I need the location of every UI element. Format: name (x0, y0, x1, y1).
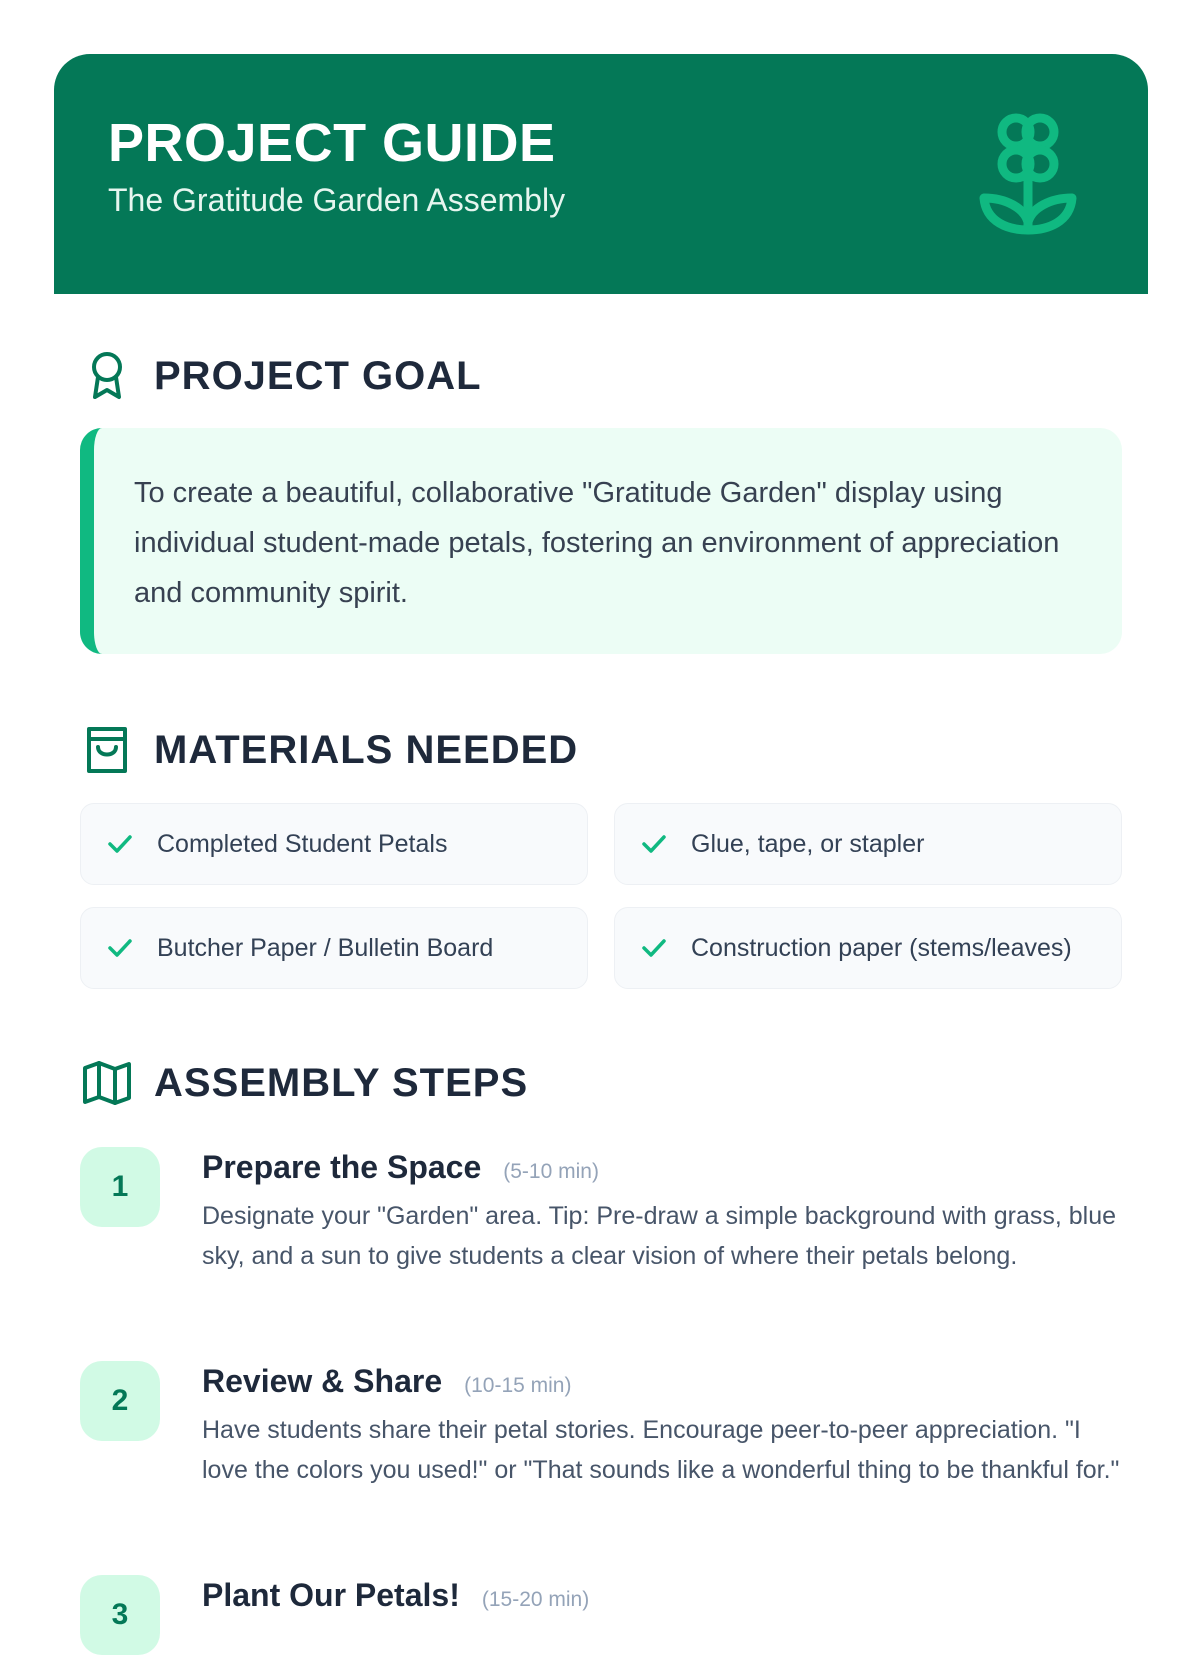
step-body (202, 1577, 1132, 1624)
steps-heading: ASSEMBLY STEPS (154, 1061, 529, 1105)
header-banner (54, 54, 1148, 294)
material-label: Glue, tape, or stapler (691, 829, 925, 858)
step-number-badge: 2 (80, 1361, 160, 1441)
step-title-row (202, 1363, 1132, 1400)
page-subtitle: The Gratitude Garden Assembly (108, 182, 566, 218)
goal-callout (80, 428, 1122, 654)
step-description: Have students share their petal stories. Encourage peer-to-peer appreciation. "I love the colors you used!" or "That sounds like a wonderful thing to be thankful for." (202, 1416, 1120, 1484)
goal-section-header (82, 351, 482, 401)
material-item (80, 907, 588, 989)
award-ribbon-icon (82, 351, 132, 401)
check-icon (639, 933, 669, 963)
step-title-row (202, 1577, 1132, 1614)
step-title: Plant Our Petals! (202, 1577, 460, 1613)
step-title-row (202, 1149, 1132, 1186)
shopping-bag-icon (82, 725, 132, 775)
step-body (202, 1149, 1132, 1276)
step-number-badge: 3 (80, 1575, 160, 1655)
step-description: Designate your "Garden" area. Tip: Pre-draw a simple background with grass, blue sky, and a sun to give students a clear vision of where their petals belong. (202, 1202, 1117, 1270)
step-duration: (10-15 min) (464, 1374, 572, 1397)
step-duration: (5-10 min) (503, 1160, 599, 1183)
step-duration: (15-20 min) (481, 1588, 590, 1611)
goal-text: To create a beautiful, collaborative "Gratitude Garden" display using individual student-made petals, fostering an environment of appreciation and community spirit. (134, 477, 1060, 609)
material-label: Construction paper (stems/leaves) (691, 933, 1072, 962)
flower-icon (978, 110, 1078, 240)
check-icon (105, 933, 135, 963)
goal-heading: PROJECT GOAL (154, 354, 482, 398)
step-number-badge: 1 (80, 1147, 160, 1227)
map-icon (82, 1058, 132, 1108)
material-item (80, 803, 588, 885)
materials-section-header (82, 725, 578, 775)
check-icon (105, 829, 135, 859)
material-label: Completed Student Petals (157, 829, 448, 858)
check-icon (639, 829, 669, 859)
material-item (614, 803, 1122, 885)
material-item (614, 907, 1122, 989)
step-title: Prepare the Space (202, 1149, 482, 1185)
material-label: Butcher Paper / Bulletin Board (157, 933, 494, 962)
page-title: PROJECT GUIDE (108, 113, 556, 173)
step-body (202, 1363, 1132, 1490)
materials-grid (80, 803, 1122, 989)
materials-heading: MATERIALS NEEDED (154, 728, 579, 772)
steps-section-header (82, 1058, 528, 1108)
step-title: Review & Share (202, 1363, 443, 1399)
